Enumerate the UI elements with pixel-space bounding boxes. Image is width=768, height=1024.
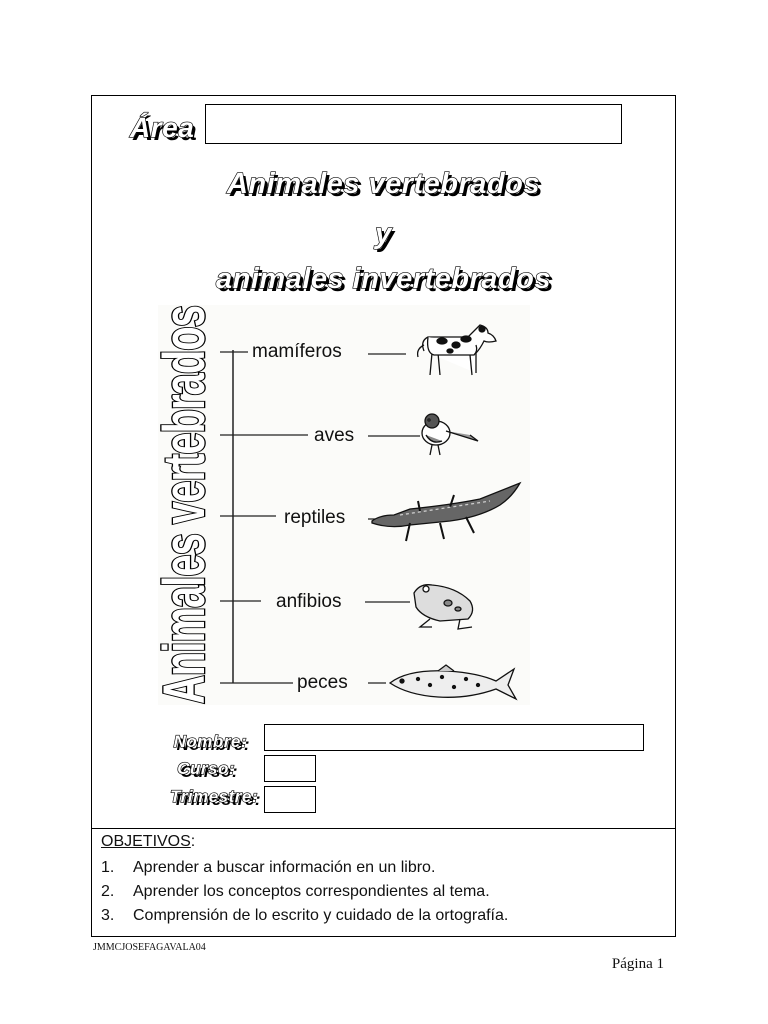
area-label: Área [130,112,195,143]
objective-text: Comprensión de lo escrito y cuidado de la ortografía. [133,907,509,924]
title-line-2: y [375,218,392,250]
objective-number: 1. [101,859,115,876]
objective-text: Aprender los conceptos correspondientes al tema. [133,883,490,900]
bird-icon [422,414,478,455]
category-anfibios: anfibios [276,591,342,612]
course-label: Curso: [177,759,235,778]
title-line-3: animales invertebrados [216,263,551,295]
name-label: Nombre: [173,732,247,751]
category-aves: aves [314,425,355,446]
category-reptiles: reptiles [284,507,346,528]
objective-number: 3. [101,907,115,924]
name-field[interactable] [264,724,644,751]
term-field[interactable] [264,786,316,813]
category-peces: peces [297,672,348,693]
list-item [101,883,666,901]
document-code: JMMCJOSEFAGAVALA04 [93,942,206,953]
fish-icon [390,665,516,699]
frog-icon [414,585,473,629]
page-number: Página 1 [611,956,664,972]
term-label: Trimestre: [170,787,258,806]
crocodile-icon [372,483,520,541]
objectives-title: OBJETIVOS [101,833,191,850]
objectives-header: OBJETIVOS: [101,833,196,850]
objective-number: 2. [101,883,115,900]
course-field[interactable] [264,755,316,782]
list-item [101,859,666,877]
dog-icon [418,325,496,375]
objective-text: Aprender a buscar información en un libro. [133,859,436,876]
objectives-section [91,828,676,937]
title-line-1: Animales vertebrados [226,168,540,200]
vertebrates-vertical-title: Animales vertebrados [153,306,218,704]
area-field[interactable] [205,104,622,144]
list-item [101,907,666,925]
category-mamiferos: mamíferos [252,341,342,362]
